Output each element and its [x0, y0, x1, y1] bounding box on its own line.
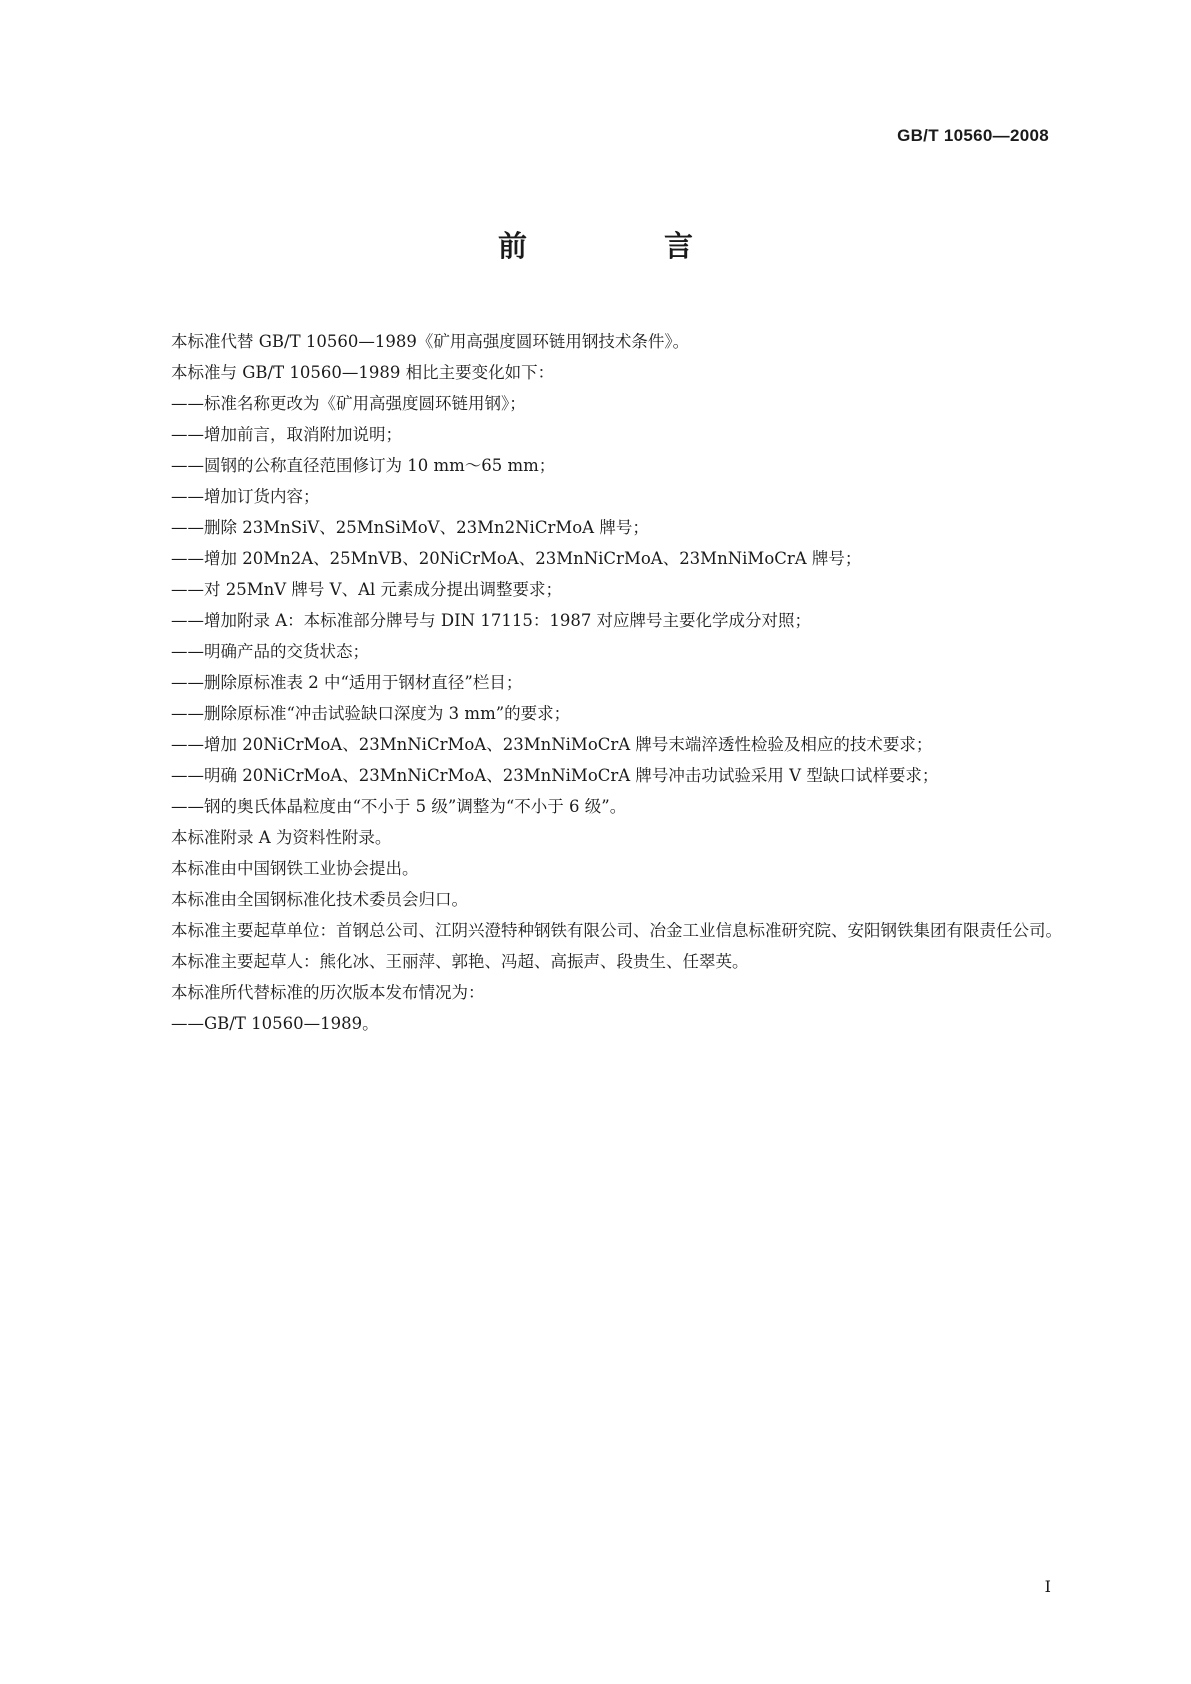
list-item: ——增加附录 A：本标准部分牌号与 DIN 17115：1987 对应牌号主要化学成分对照； [171, 611, 812, 630]
list-item: ——增加 20Mn2A、25MnVB、20NiCrMoA、23MnNiCrMoA、23MnNiMoCrA 牌号； [171, 549, 862, 568]
page-title: 前 言 [497, 229, 747, 263]
paragraph-proposed-by: 本标准由中国钢铁工业协会提出。 [171, 859, 419, 878]
list-item: ——删除原标准表 2 中“适用于钢材直径”栏目； [171, 673, 523, 692]
list-item: ——标准名称更改为《矿用高强度圆环链用钢》； [171, 394, 526, 413]
paragraph-drafters: 本标准主要起草人：熊化冰、王丽萍、郭艳、冯超、高振声、段贵生、任翠英。 [171, 952, 749, 971]
paragraph-annex: 本标准附录 A 为资料性附录。 [171, 828, 392, 847]
paragraph-replace: 本标准代替 GB/T 10560—1989《矿用高强度圆环链用钢技术条件》。 [171, 332, 690, 351]
list-item: ——明确 20NiCrMoA、23MnNiCrMoA、23MnNiMoCrA 牌号冲击功试验采用 V 型缺口试样要求； [171, 766, 939, 785]
foreword-body [124, 326, 1068, 1039]
list-item: ——钢的奥氏体晶粒度由“不小于 5 级”调整为“不小于 6 级”。 [171, 797, 627, 816]
paragraph-history-intro: 本标准所代替标准的历次版本发布情况为： [171, 983, 485, 1002]
page-number: I [1044, 1577, 1051, 1596]
list-item: ——增加订货内容； [171, 487, 320, 506]
list-item: ——增加 20NiCrMoA、23MnNiCrMoA、23MnNiMoCrA 牌号末端淬透性检验及相应的技术要求； [171, 735, 933, 754]
list-item: ——圆钢的公称直径范围修订为 10 mm～65 mm； [171, 456, 556, 475]
paragraph-changes-intro: 本标准与 GB/T 10560—1989 相比主要变化如下： [171, 363, 555, 382]
document-code: GB/T 10560—2008 [897, 126, 1049, 145]
list-item: ——删除原标准“冲击试验缺口深度为 3 mm”的要求； [171, 704, 571, 723]
paragraph-managed-by: 本标准由全国钢标准化技术委员会归口。 [171, 890, 468, 909]
history-item: ——GB/T 10560—1989。 [171, 1014, 379, 1033]
changes-list [124, 388, 1068, 822]
paragraph-drafting-units: 本标准主要起草单位：首钢总公司、江阴兴澄特种钢铁有限公司、冶金工业信息标准研究院、安阳钢铁集团有限责任公司。 [171, 921, 1062, 940]
list-item: ——对 25MnV 牌号 V、Al 元素成分提出调整要求； [171, 580, 563, 599]
list-item: ——增加前言，取消附加说明； [171, 425, 402, 444]
list-item: ——明确产品的交货状态； [171, 642, 369, 661]
list-item: ——删除 23MnSiV、25MnSiMoV、23Mn2NiCrMoA 牌号； [171, 518, 649, 537]
